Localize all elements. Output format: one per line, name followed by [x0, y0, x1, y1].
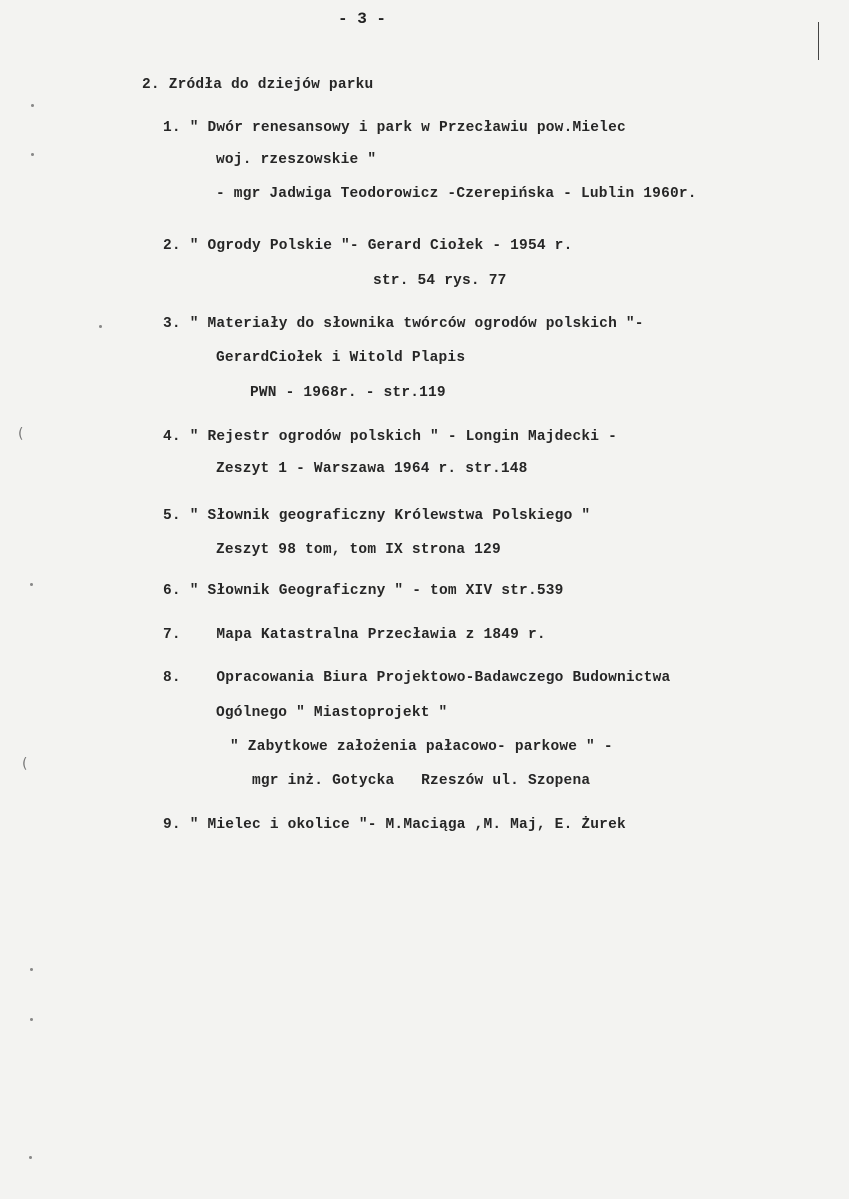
reference-item-2-line-2: str. 54 rys. 77 [373, 273, 507, 289]
scan-speck [31, 153, 34, 156]
punch-hole-mark: ( [18, 426, 24, 442]
reference-item-9-line-1: 9. " Mielec i okolice "- M.Maciąga ,M. Maj, E. Żurek [163, 817, 626, 833]
reference-item-4-line-1: 4. " Rejestr ogrodów polskich " - Longin Majdecki - [163, 429, 617, 445]
scan-speck [30, 968, 33, 971]
reference-item-8-line-2: Ogólnego " Miastoprojekt " [216, 705, 448, 721]
page-number: - 3 - [338, 10, 387, 28]
reference-item-6-line-1: 6. " Słownik Geograficzny " - tom XIV str.539 [163, 583, 564, 599]
reference-item-8-line-4: mgr inż. Gotycka Rzeszów ul. Szopena [252, 773, 591, 789]
page-edge-line [818, 22, 819, 60]
reference-item-4-line-2: Zeszyt 1 - Warszawa 1964 r. str.148 [216, 461, 528, 477]
reference-item-8-line-3: " Zabytkowe założenia pałacowo- parkowe " - [230, 739, 613, 755]
scan-speck [30, 1018, 33, 1021]
section-title: 2. Zródła do dziejów parku [142, 77, 374, 93]
reference-item-1-line-3: - mgr Jadwiga Teodorowicz -Czerepińska - Lublin 1960r. [216, 186, 697, 202]
scan-speck [29, 1156, 32, 1159]
reference-item-3-line-1: 3. " Materiały do słownika twórców ogrodów polskich "- [163, 316, 644, 332]
reference-item-5-line-1: 5. " Słownik geograficzny Królewstwa Polskiego " [163, 508, 591, 524]
reference-item-2-line-1: 2. " Ogrody Polskie "- Gerard Ciołek - 1954 r. [163, 238, 573, 254]
scan-speck [30, 583, 33, 586]
reference-item-8-line-1: 8. Opracowania Biura Projektowo-Badawczego Budownictwa [163, 670, 671, 686]
reference-item-7-line-1: 7. Mapa Katastralna Przecławia z 1849 r. [163, 627, 546, 643]
reference-item-3-line-3: PWN - 1968r. - str.119 [250, 385, 446, 401]
scan-speck [31, 104, 34, 107]
reference-item-1-line-2: woj. rzeszowskie " [216, 152, 377, 168]
reference-item-3-line-2: GerardCiołek i Witold Plapis [216, 350, 466, 366]
reference-item-1-line-1: 1. " Dwór renesansowy i park w Przecławiu pow.Mielec [163, 120, 626, 136]
punch-hole-mark: ( [22, 756, 28, 772]
scan-speck [99, 325, 102, 328]
reference-item-5-line-2: Zeszyt 98 tom, tom IX strona 129 [216, 542, 501, 558]
